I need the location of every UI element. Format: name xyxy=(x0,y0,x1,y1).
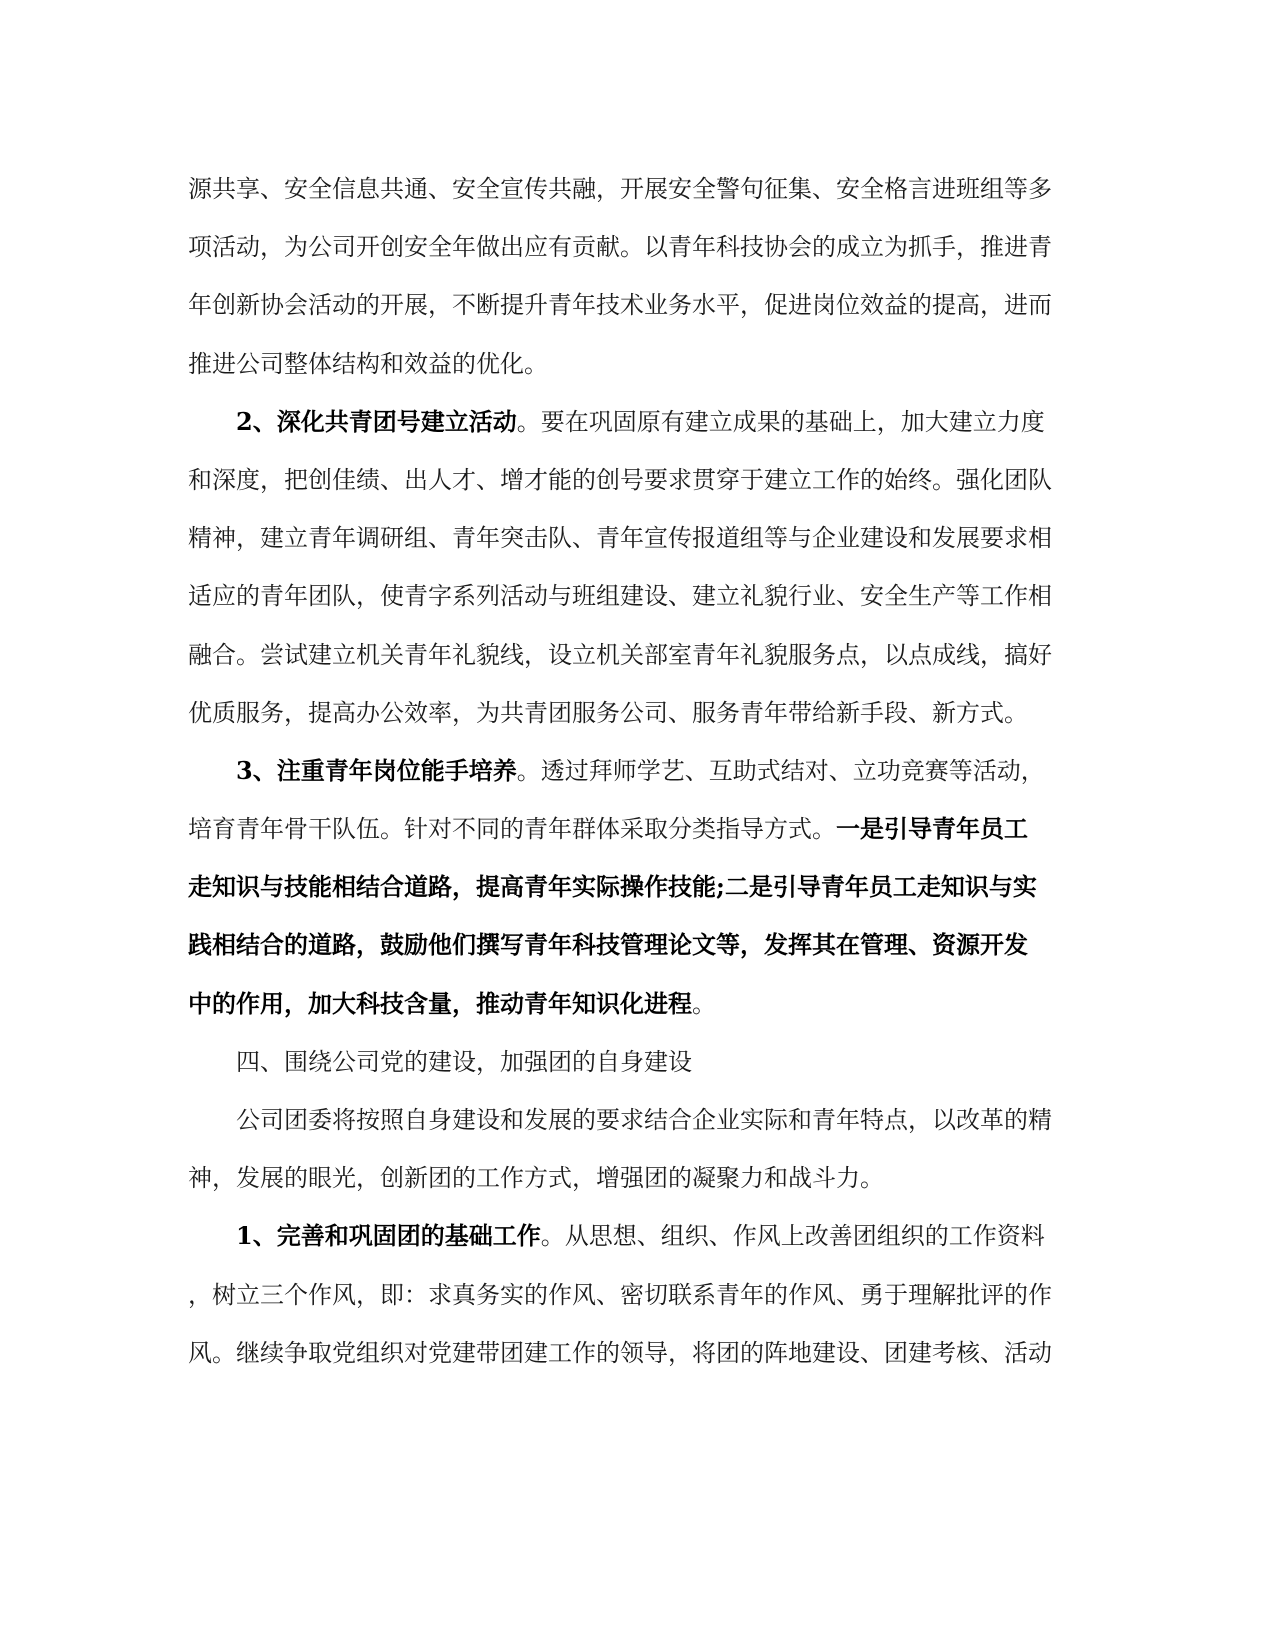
bold-text: 走知识与技能相结合道路，提高青年实际操作技能;二是引导青年员工走知识与实 xyxy=(188,872,1037,902)
bold-text: 2、深化共青团号建立活动 xyxy=(236,406,517,436)
body-text: 。从思想、组织、作风上改善团组织的工作资料 xyxy=(540,1222,1045,1251)
body-text: 培育青年骨干队伍。针对不同的青年群体采取分类指导方式。 xyxy=(188,815,836,844)
text-line xyxy=(188,1207,1088,1265)
text-line xyxy=(188,1091,1088,1149)
text-line xyxy=(188,1266,1088,1324)
body-text: 优质服务，提高办公效率，为共青团服务公司、服务青年带给新手段、新方式。 xyxy=(188,698,1028,727)
body-text: ，树立三个作风，即：求真务实的作风、密切联系青年的作风、勇于理解批评的作 xyxy=(188,1280,1052,1309)
body-text: 精神，建立青年调研组、青年突击队、青年宣传报道组等与企业建设和发展要求相 xyxy=(188,524,1052,553)
text-line xyxy=(188,1324,1088,1382)
text-line xyxy=(188,160,1088,218)
bold-text: 一是引导青年员工 xyxy=(836,814,1028,844)
document-body xyxy=(188,160,1088,1382)
body-text: 推进公司整体结构和效益的优化。 xyxy=(188,349,548,378)
body-text: 。要在巩固原有建立成果的基础上，加大建立力度 xyxy=(516,407,1045,436)
bold-text: 1、完善和巩固团的基础工作 xyxy=(236,1221,541,1251)
body-text: 年创新协会活动的开展，不断提升青年技术业务水平，促进岗位效益的提高，进而 xyxy=(188,291,1052,320)
bold-text: 3、注重青年岗位能手培养 xyxy=(236,755,517,785)
body-text: 风。继续争取党组织对党建带团建工作的领导，将团的阵地建设、团建考核、活动 xyxy=(188,1338,1052,1367)
text-line xyxy=(188,916,1088,974)
text-line xyxy=(188,567,1088,625)
body-text: 融合。尝试建立机关青年礼貌线，设立机关部室青年礼貌服务点，以点成线，搞好 xyxy=(188,640,1052,669)
text-line xyxy=(188,335,1088,393)
body-text: 神，发展的眼光，创新团的工作方式，增强团的凝聚力和战斗力。 xyxy=(188,1164,884,1193)
text-line xyxy=(188,1033,1088,1091)
text-line xyxy=(188,742,1088,800)
text-line xyxy=(188,684,1088,742)
body-text: 。透过拜师学艺、互助式结对、立功竞赛等活动， xyxy=(516,756,1045,785)
body-text: 和深度，把创佳绩、出人才、增才能的创号要求贯穿于建立工作的始终。强化团队 xyxy=(188,465,1052,494)
text-line xyxy=(188,276,1088,334)
text-line xyxy=(188,626,1088,684)
body-text: 。 xyxy=(692,989,716,1018)
text-line xyxy=(188,509,1088,567)
text-line xyxy=(188,451,1088,509)
bold-text: 中的作用，加大科技含量，推动青年知识化进程 xyxy=(188,988,692,1018)
body-text: 适应的青年团队，使青字系列活动与班组建设、建立礼貌行业、安全生产等工作相 xyxy=(188,582,1052,611)
text-line xyxy=(188,800,1088,858)
body-text: 公司团委将按照自身建设和发展的要求结合企业实际和青年特点，以改革的精 xyxy=(236,1106,1052,1134)
text-line xyxy=(188,393,1088,451)
text-line xyxy=(188,975,1088,1033)
text-line xyxy=(188,858,1088,916)
text-line xyxy=(188,1149,1088,1207)
bold-text: 践相结合的道路，鼓励他们撰写青年科技管理论文等，发挥其在管理、资源开发 xyxy=(188,930,1028,960)
text-line xyxy=(188,218,1088,276)
body-text: 四、围绕公司党的建设，加强团的自身建设 xyxy=(236,1047,692,1076)
body-text: 项活动，为公司开创安全年做出应有贡献。以青年科技协会的成立为抓手，推进青 xyxy=(188,233,1052,262)
body-text: 源共享、安全信息共通、安全宣传共融，开展安全警句征集、安全格言进班组等多 xyxy=(188,175,1052,203)
